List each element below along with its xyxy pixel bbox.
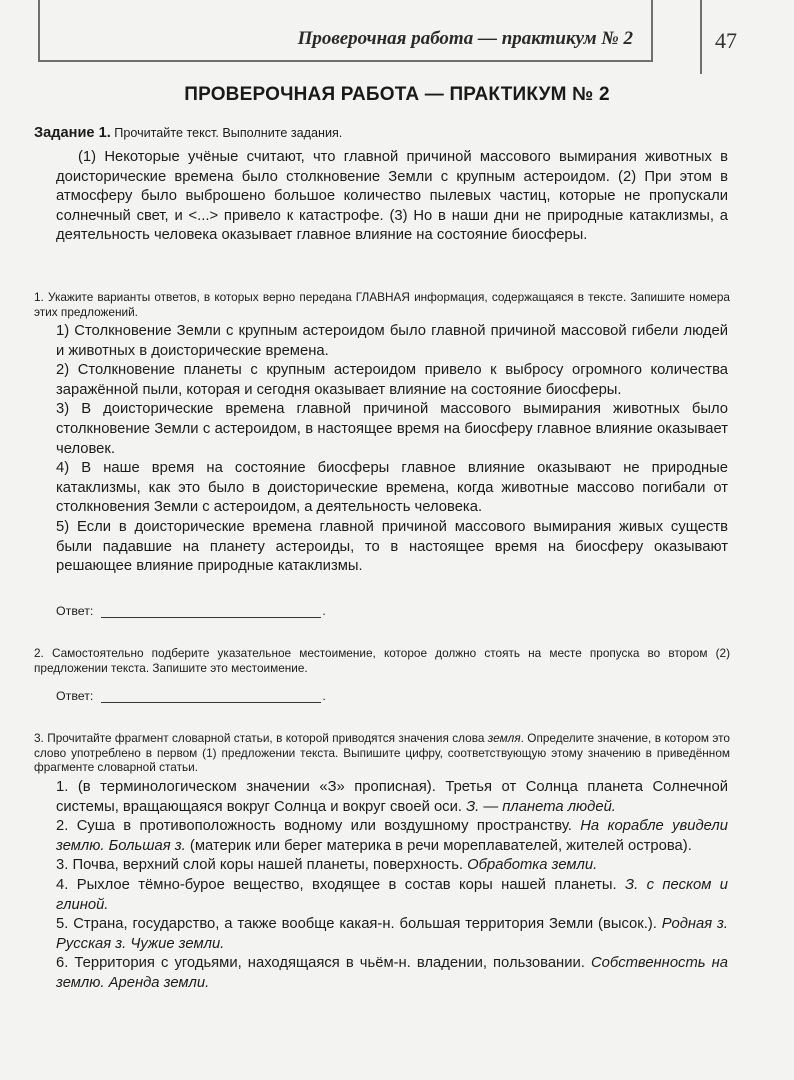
dictionary-entry [56,778,728,994]
meaning-4: 4. Рыхлое тёмно-бурое вещество, входящее в состав коры нашей планеты. З. с песком и глиной. [56,876,728,913]
meaning-1: 1. (в терминологическом значении «З» прописная). Третья от Солнца планета Солнечной системы, вращающаяся вокруг Солнца и вокруг своей оси. З. — планета людей. [56,779,728,815]
task1-source-text: (1) Некоторые учёные считают, что главной причиной массового вымирания животных в доисторические времена было столкновение Земли с крупным астероидом. (2) При этом в атмосферу было выброшено большое количество пылевых частиц, которые не пропускали солнечный свет, и <...> привело к катастрофе. (3) Но в наши дни не природные катаклизмы, а деятельность человека оказывает главное влияние на состояние биосферы. [56,149,728,244]
option-4: 4) В наше время на состояние биосферы главное влияние оказывают не природные катаклизмы, как это было в доисторические времена, когда животные массово погибали от столкновения Земли с астероидом, а деятельность человека. [56,460,728,516]
question-2-text: 2. Самостоятельно подберите указательное местоимение, которое должно стоять на месте пропуска во втором (2) предложении текста. Запишите это местоимение. [34,646,730,675]
task1-label: Задание 1. [34,125,111,141]
meaning-6: 6. Территория с угодьями, находящаяся в чьём-н. владении, пользовании. Собственность на землю. Аренда земли. [56,955,729,991]
question-3-text: 3. Прочитайте фрагмент словарной статьи, в которой приводятся значения слова земля. Определите значение, в котором это слово употреблено в первом (1) предложении текста. Выпишите цифру, соответствующую этому значению в приведённом фрагменте словарной статьи. [34,731,730,775]
answer-line[interactable] [101,605,321,618]
question-1-text: 1. Укажите варианты ответов, в которых верно передана ГЛАВНАЯ информация, содержащаяся в тексте. Запишите номера этих предложений. [34,290,730,319]
answer-label: Ответ: [56,689,94,703]
keyword: земля [487,731,521,745]
answer-label: Ответ: [56,604,94,618]
option-3: 3) В доисторические времена главной причиной массового вымирания животных было столкновение Земли с астероидом, в настоящее время на биосферу главное влияние оказывает человек. [56,401,728,457]
meaning-5: 5. Страна, государство, а также вообще какая-н. большая территория Земли (высок.). Родная з. Русская з. Чужие земли. [56,916,728,952]
question-2-answer: Ответ: . [56,689,326,703]
header-divider [700,0,702,74]
page-title: ПРОВЕРОЧНАЯ РАБОТА — ПРАКТИКУМ № 2 [184,84,610,105]
running-header [38,0,653,62]
meaning-2: 2. Суша в противоположность водному или воздушному пространству. На корабле увидели землю. Большая з. (материк или берег материка в речи мореплавателей, жителей острова). [56,818,728,854]
page-number: 47 [715,28,737,53]
question-1-answer: Ответ: . [56,604,326,618]
option-2: 2) Столкновение планеты с крупным астероидом привело к выбросу огромного количества заражённой пыли, которая и сегодня оказывает влияние на состояние биосферы. [56,362,728,398]
question-1-options [56,322,728,577]
task1-heading [34,125,342,141]
meaning-3: 3. Почва, верхний слой коры нашей планеты, поверхность. Обработка земли. [56,857,598,874]
task1-instruction: Прочитайте текст. Выполните задания. [114,126,343,140]
option-5: 5) Если в доисторические времена главной причиной массового вымирания живых существ были падавшие на планету астероиды, то в настоящее время на биосферу оказывают решающее влияние природные катаклизмы. [56,518,728,575]
option-1: 1) Столкновение Земли с крупным астероидом было главной причиной массовой гибели людей и животных в доисторические времена. [56,323,728,359]
answer-line[interactable] [101,690,321,703]
running-header-title: Проверочная работа — практикум № 2 [297,28,633,49]
